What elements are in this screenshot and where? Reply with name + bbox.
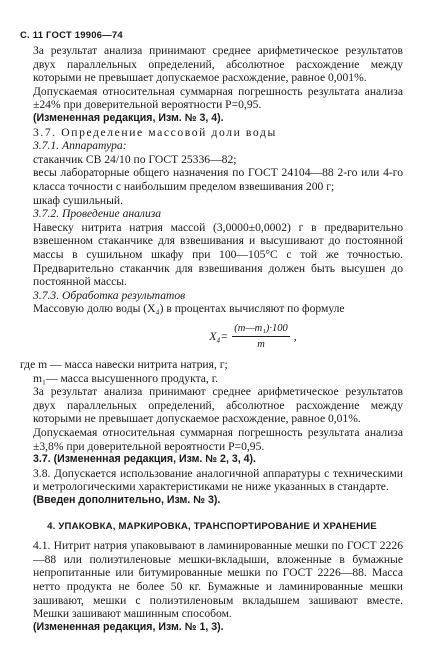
formula-fraction: [232, 322, 290, 352]
section-heading: 3.7. Определение массовой доли воды: [33, 125, 277, 139]
paragraph: Допускаемая относительная суммарная погрешность результата анализа ±3,8% при доверительной вероятности P=0,95.: [33, 426, 403, 453]
paragraph: m₁— масса высушенного продукта, г.: [33, 371, 219, 385]
paragraph: Навеску нитрита натрия массой (3,0000±0,0002) г в предварительно взвешенном стаканчике для взвешивания и высушивают до постоянной массы в сушильном шкафу при 100—105°С с той же точностью. Предварительно стаканчик для взвешивания должен быть высушен до постоянной массы.: [33, 220, 403, 289]
section-title: 4. УПАКОВКА, МАРКИРОВКА, ТРАНСПОРТИРОВАНИЕ И ХРАНЕНИЕ: [47, 520, 377, 532]
paragraph: Массовую долю воды (X₄) в процентах вычисляют по формуле: [33, 302, 345, 316]
formula-tail: ,: [293, 330, 297, 344]
amendment-note: 3.7. (Измененная редакция, Изм. № 2, 3, 4).: [33, 453, 256, 466]
paragraph: За результат анализа принимают среднее арифметическое результатов двух параллельных определений, абсолютное расхождение между которыми не превышает допускаемое расхождение, равное 0,01%.: [33, 385, 403, 426]
paragraph: весы лабораторные общего назначения по ГОСТ 24104—88 2-го или 4-го класса точности с наибольшим пределом взвешивания 200 г;: [33, 166, 403, 193]
subsection-heading: 3.7.1. Аппаратура:: [33, 139, 127, 153]
subsection-heading: 3.7.3. Обработка результатов: [33, 288, 186, 302]
paragraph: 3.8. Допускается использование аналогичной аппаратуры с техническими и метрологическими характеристиками не ниже указанных в стандарте.: [33, 466, 403, 494]
paragraph: стаканчик СВ 24/10 по ГОСТ 25336—82;: [33, 152, 237, 166]
formula: [103, 322, 403, 352]
subsection-heading: 3.7.2. Проведение анализа: [33, 207, 162, 221]
formula-lhs: X₄=: [209, 330, 229, 344]
page-header: С. 11 ГОСТ 19906—74: [20, 30, 123, 41]
amendment-note: (Измененная редакция, Изм. № 3, 4).: [33, 111, 224, 124]
paragraph: Допускаемая относительная суммарная погрешность результата анализа ±24% при доверительной вероятности P=0,95.: [33, 84, 403, 112]
formula-numerator: (m—m₁)·100: [232, 322, 290, 338]
paragraph: шкаф сушильный.: [33, 193, 124, 207]
formula-denominator: m: [257, 339, 265, 351]
paragraph: За результат анализа принимают среднее арифметическое результатов двух параллельных определений, абсолютное расхождение между которыми не превышает допускаемое расхождение, равное 0,001%.: [33, 44, 403, 85]
amendment-note: (Измененная редакция, Изм. № 1, 3).: [33, 620, 224, 633]
paragraph: где m — масса навески нитрита натрия, г;: [20, 358, 228, 372]
document-body: [20, 44, 403, 634]
amendment-note: (Введен дополнительно, Изм. № 3).: [33, 494, 221, 506]
paragraph: 4.1. Нитрит натрия упаковывают в ламинированные мешки по ГОСТ 2226—88 или полиэтиленовые мешки-вкладыши, вложенные в бумажные непропитанные или битумированные мешки по ГОСТ 2226—88. Масса нетто продукта не более 50 кг. Бумажные и ламинированные мешки зашивают, мешки с полиэтиленовым вкладышем зашивают вместе. Мешки зашивают машинным способом.: [33, 539, 403, 621]
